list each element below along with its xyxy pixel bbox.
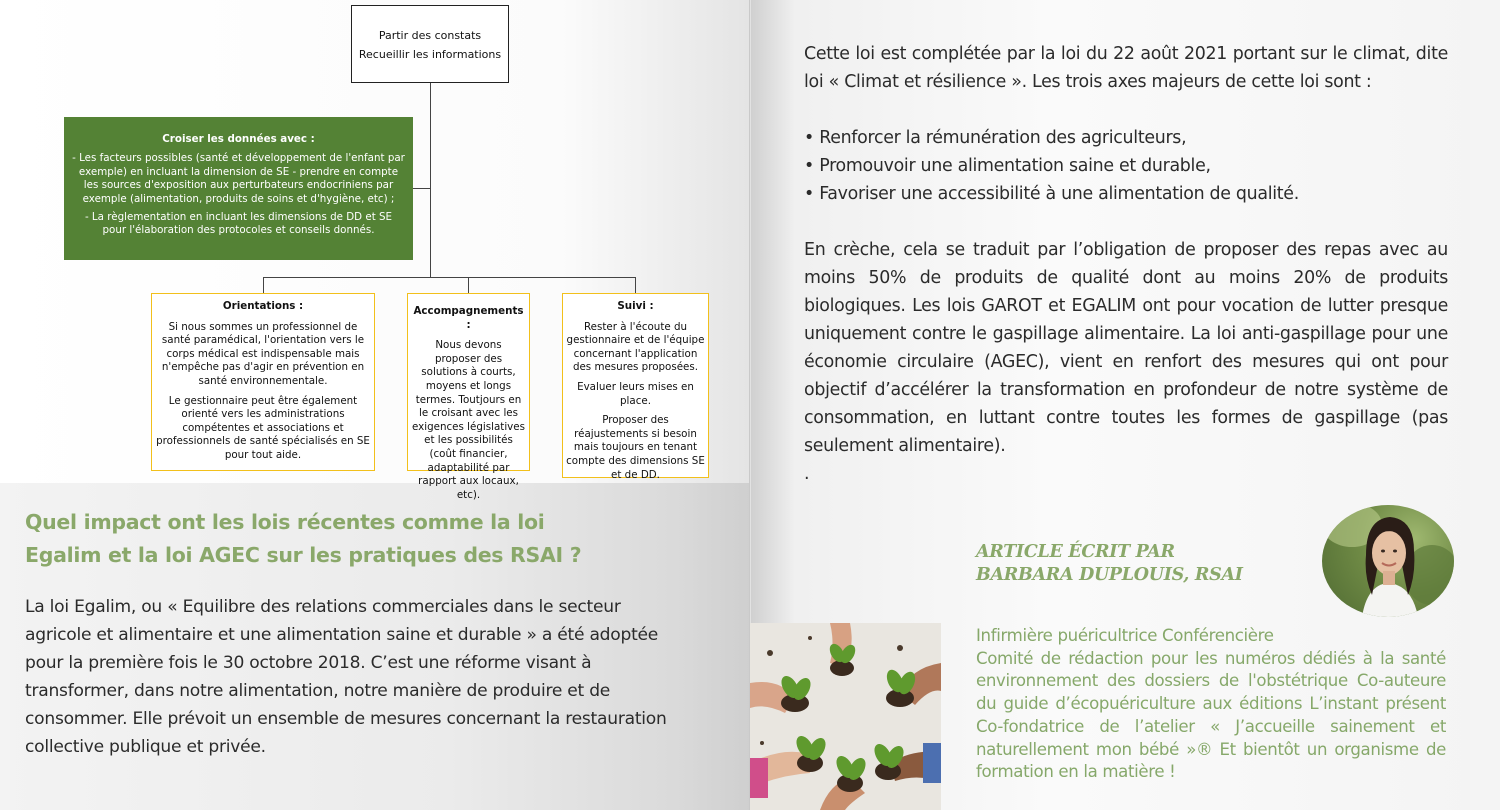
plants-illustration	[750, 623, 941, 810]
bio-rest: Comité de rédaction pour les numéros dédiés à la santé environnement des dossiers de l'obstétrique Co-auteure du guide d’écopuériculture aux éditions L’instant présent Co-fondatrice de l’atelier « J’accueille sainement et naturellement mon bébé »® Et bientôt un organisme de formation en la matière !	[976, 648, 1446, 782]
flowchart-suivi-box	[562, 293, 709, 481]
top-box-line1: Partir des constats	[378, 29, 482, 42]
author-portrait	[1322, 505, 1454, 617]
right-article-body	[804, 40, 1448, 488]
connector-to-suivi	[635, 277, 636, 293]
suivi-p2: Evaluer leurs mises en place.	[577, 380, 694, 407]
flowchart-accompagnements-box	[407, 293, 530, 501]
right-trailing-dot: .	[804, 464, 810, 484]
green-box-item2: - La règlementation en incluant les dimensions de DD et SE pour l'élaboration des protocoles et conseils donnés.	[84, 211, 393, 237]
green-box-item1: - Les facteurs possibles (santé et développement de l'enfant par exemple) en incluant la dimension de SE - prendre en compte les sources d'exposition aux perturbateurs endocriniens par exemple (alimentation, produits de soins et d'hygiène, etc) ;	[72, 152, 405, 205]
green-box-title: Croiser les données avec :	[162, 133, 315, 145]
article-heading	[25, 506, 585, 572]
right-intro: Cette loi est complétée par la loi du 22 août 2021 portant sur le climat, dite loi « Climat et résilience ». Les trois axes majeurs de cette loi sont :	[804, 44, 1448, 92]
connector-vertical-main	[430, 83, 431, 277]
author-byline	[976, 541, 1243, 587]
heading-line2: Egalim et la loi AGEC sur les pratiques des RSAI ?	[25, 543, 582, 567]
suivi-p1: Rester à l'écoute du gestionnaire et de l'équipe concernant l'application des mesures proposées.	[566, 320, 705, 374]
orientations-p2: Le gestionnaire peut être également orienté vers les administrations compétentes et associations et professionnels de santé spécialisés en SE pour tout aide.	[156, 394, 370, 461]
right-paragraph: En crèche, cela se traduit par l’obligation de proposer des repas avec au moins 50% de produits de qualité dont au moins 20% de produits biologiques. Les lois GAROT et EGALIM ont pour vocation de lutter presque uniquement contre le gaspillage alimentaire. La loi anti-gaspillage pour une économie circulaire (AGEC), vient en renfort des mesures qui ont pour objectif d’accélérer la transformation en profondeur de notre système de consommation, en luttant contre toutes les formes de gaspillage (pas seulement alimentaire).	[804, 240, 1448, 456]
byline-line2: BARBARA DUPLOUIS, RSAI	[976, 565, 1243, 585]
flowchart-orientations-box	[151, 293, 375, 471]
portrait-illustration	[1322, 505, 1454, 617]
hands-plants-photo	[750, 623, 941, 810]
bio-line1: Infirmière puéricultrice Conférencière	[976, 626, 1274, 645]
suivi-p3: Proposer des réajustements si besoin mais toujours en tenant compte des dimensions SE et de DD.	[566, 414, 705, 481]
accompagnements-p1: Nous devons proposer des solutions à courts, moyens et longs termes. Toutjours en le croisant avec les exigences législatives et les possibilités (coût financier, adaptabilité par rapport aux locaux, etc).	[412, 339, 525, 501]
suivi-title: Suivi :	[617, 300, 654, 312]
top-box-line2: Recueillir les informations	[358, 48, 502, 61]
flowchart-top-box	[351, 5, 509, 83]
accompagnements-title: Accompagnements :	[413, 305, 524, 331]
list-item: • Renforcer la rémunération des agriculteurs,	[804, 124, 1448, 152]
connector-to-orientations	[263, 277, 264, 293]
byline-line1: ARTICLE ÉCRIT PAR	[976, 542, 1175, 562]
orientations-title: Orientations :	[222, 300, 304, 312]
connector-horizontal	[263, 277, 636, 278]
flowchart-green-box	[64, 117, 413, 260]
list-item: • Promouvoir une alimentation saine et durable,	[804, 152, 1448, 180]
orientations-p1: Si nous sommes un professionnel de santé paramédical, l'orientation vers le corps médical est indispensable mais n'empêche pas d'agir en prévention en santé environnementale.	[161, 320, 365, 387]
connector-to-accompagnements	[468, 277, 469, 293]
axes-list	[804, 124, 1448, 208]
connector-to-green	[413, 188, 430, 189]
left-article-body: La loi Egalim, ou « Equilibre des relations commerciales dans le secteur agricole et alimentaire et une alimentation saine et durable » a été adoptée pour la première fois le 30 octobre 2018. C’est une réforme visant à transformer, dans notre alimentation, notre manière de produire et de consommer. Elle prévoit un ensemble de mesures concernant la restauration collective publique et privée.	[25, 597, 667, 757]
list-item: • Favoriser une accessibilité à une alimentation de qualité.	[804, 180, 1448, 208]
heading-line1: Quel impact ont les lois récentes comme la loi	[25, 510, 545, 534]
author-bio	[976, 625, 1446, 784]
